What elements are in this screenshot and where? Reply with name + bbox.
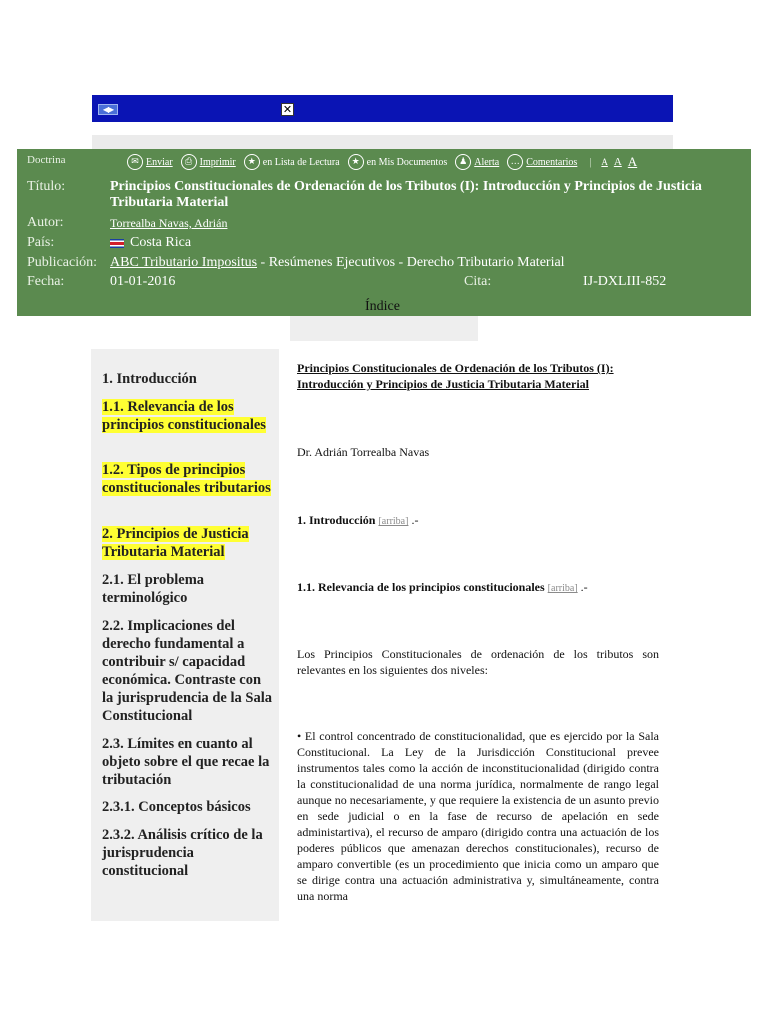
publication-link[interactable]: ABC Tributario Impositus [110,255,258,270]
paragraph: Los Principios Constitucionales de ordenación de los tributos son relevantes en los siguientes dos niveles: [297,647,659,677]
alert-icon: ♟ [455,154,471,170]
back-to-top-link[interactable]: [arriba] [378,516,409,527]
close-icon[interactable]: ✕ [282,103,293,116]
print-button[interactable]: ⎙ Imprimir [181,154,236,170]
toc-item[interactable]: 2.3. Límites en cuanto al objeto sobre el que recae la tributación [102,736,270,788]
country-value: Costa Rica [110,235,191,251]
reading-list-button[interactable]: ★ en Lista de Lectura [244,154,340,170]
citation-label: Cita: [464,274,492,289]
heading-relevancia: 1.1. Relevancia de los principios constitucionales [arriba] .- [297,580,588,594]
print-icon: ⎙ [181,154,197,170]
mail-icon: ✉ [127,154,143,170]
alert-button[interactable]: ♟ Alerta [455,154,499,170]
index-bar [290,316,478,341]
index-toggle[interactable]: Índice [365,299,400,314]
send-button[interactable]: ✉ Enviar [127,154,173,170]
toc-item[interactable]: 2.3.2. Análisis crítico de la jurisprudencia constitucional [102,827,263,879]
top-navigation-bar [92,95,673,122]
toc-item[interactable]: 1. Introducción [102,371,197,387]
toc-item[interactable]: 1.1. Relevancia de los principios constitucionales [102,399,266,433]
section-label: Doctrina [27,154,66,166]
toc-item[interactable]: 2.2. Implicaciones del derecho fundamental a contribuir s/ capacidad económica. Contraste con la jurisprudencia de la Sala Constitucional [102,618,272,724]
citation-value: IJ-DXLIII-852 [583,274,667,289]
country-label: País: [27,235,55,250]
font-size-medium-button[interactable]: A [613,156,622,168]
comment-icon: … [507,154,523,170]
star-icon: ★ [244,154,260,170]
toc-item[interactable]: 2.3.1. Conceptos básicos [102,799,251,815]
gray-strip [92,135,673,149]
date-value: 01-01-2016 [110,274,176,289]
content-title: Principios Constitucionales de Ordenación de los Tributos (I): Introducción y Principios de Justicia Tributaria Material [297,361,614,391]
my-documents-button[interactable]: ★ en Mis Documentos [348,154,448,170]
nav-arrows-icon[interactable]: ◀▶ [98,104,118,115]
star-icon: ★ [348,154,364,170]
heading-introduccion: 1. Introducción [arriba] .- [297,513,419,527]
paragraph: • El control concentrado de constitucionalidad, que es ejercido por la Sala Constitucional. La Ley de la Jurisdicción Constitucional prevee instrumentos tales como la acción de inconstitucionalidad (dirigido contra la constitucionalidad de una norma jurídica, normalmente de rango legal aunque no necesariamente, y que requiere la existencia de un asunto previo en sede judicial o en la fase de recurso de apelación en sede administartiva), el recurso de amparo (dirigido contra una actuación de los poderes públicos que amenazan derechos constitucionales), recurso de amparo convertible (es un procedimiento que inicia como un amparo que se dirige contra una actuación administrativa y, simultáneamente, contra una norma [297,729,659,903]
author-label: Autor: [27,215,64,230]
toc-item[interactable]: 2. Principios de Justicia Tributaria Material [102,526,249,560]
document-title: Principios Constitucionales de Ordenación de los Tributos (I): Introducción y Principios de Justicia Tributaria Material [110,179,702,210]
font-size-large-button[interactable]: A [627,154,638,169]
costa-rica-flag-icon [110,239,124,248]
toolbar-divider: | [589,156,592,168]
toc-item[interactable]: 2.1. El problema terminológico [102,572,205,606]
content-author: Dr. Adrián Torrealba Navas [297,445,430,459]
date-label: Fecha: [27,274,65,289]
publication-value: ABC Tributario Impositus - Resúmenes Ejecutivos - Derecho Tributario Material [110,255,565,270]
back-to-top-link[interactable]: [arriba] [547,583,578,594]
title-label: Título: [27,179,66,194]
document-header [17,149,751,316]
comments-button[interactable]: … Comentarios [507,154,577,170]
toc-item[interactable]: 1.2. Tipos de principios constitucionales tributarios [102,462,271,496]
author-link[interactable]: Torrealba Navas, Adrián [110,216,228,230]
toolbar [127,152,643,172]
publication-label: Publicación: [27,255,97,270]
table-of-contents [91,349,279,921]
font-size-small-button[interactable]: A [601,157,608,167]
